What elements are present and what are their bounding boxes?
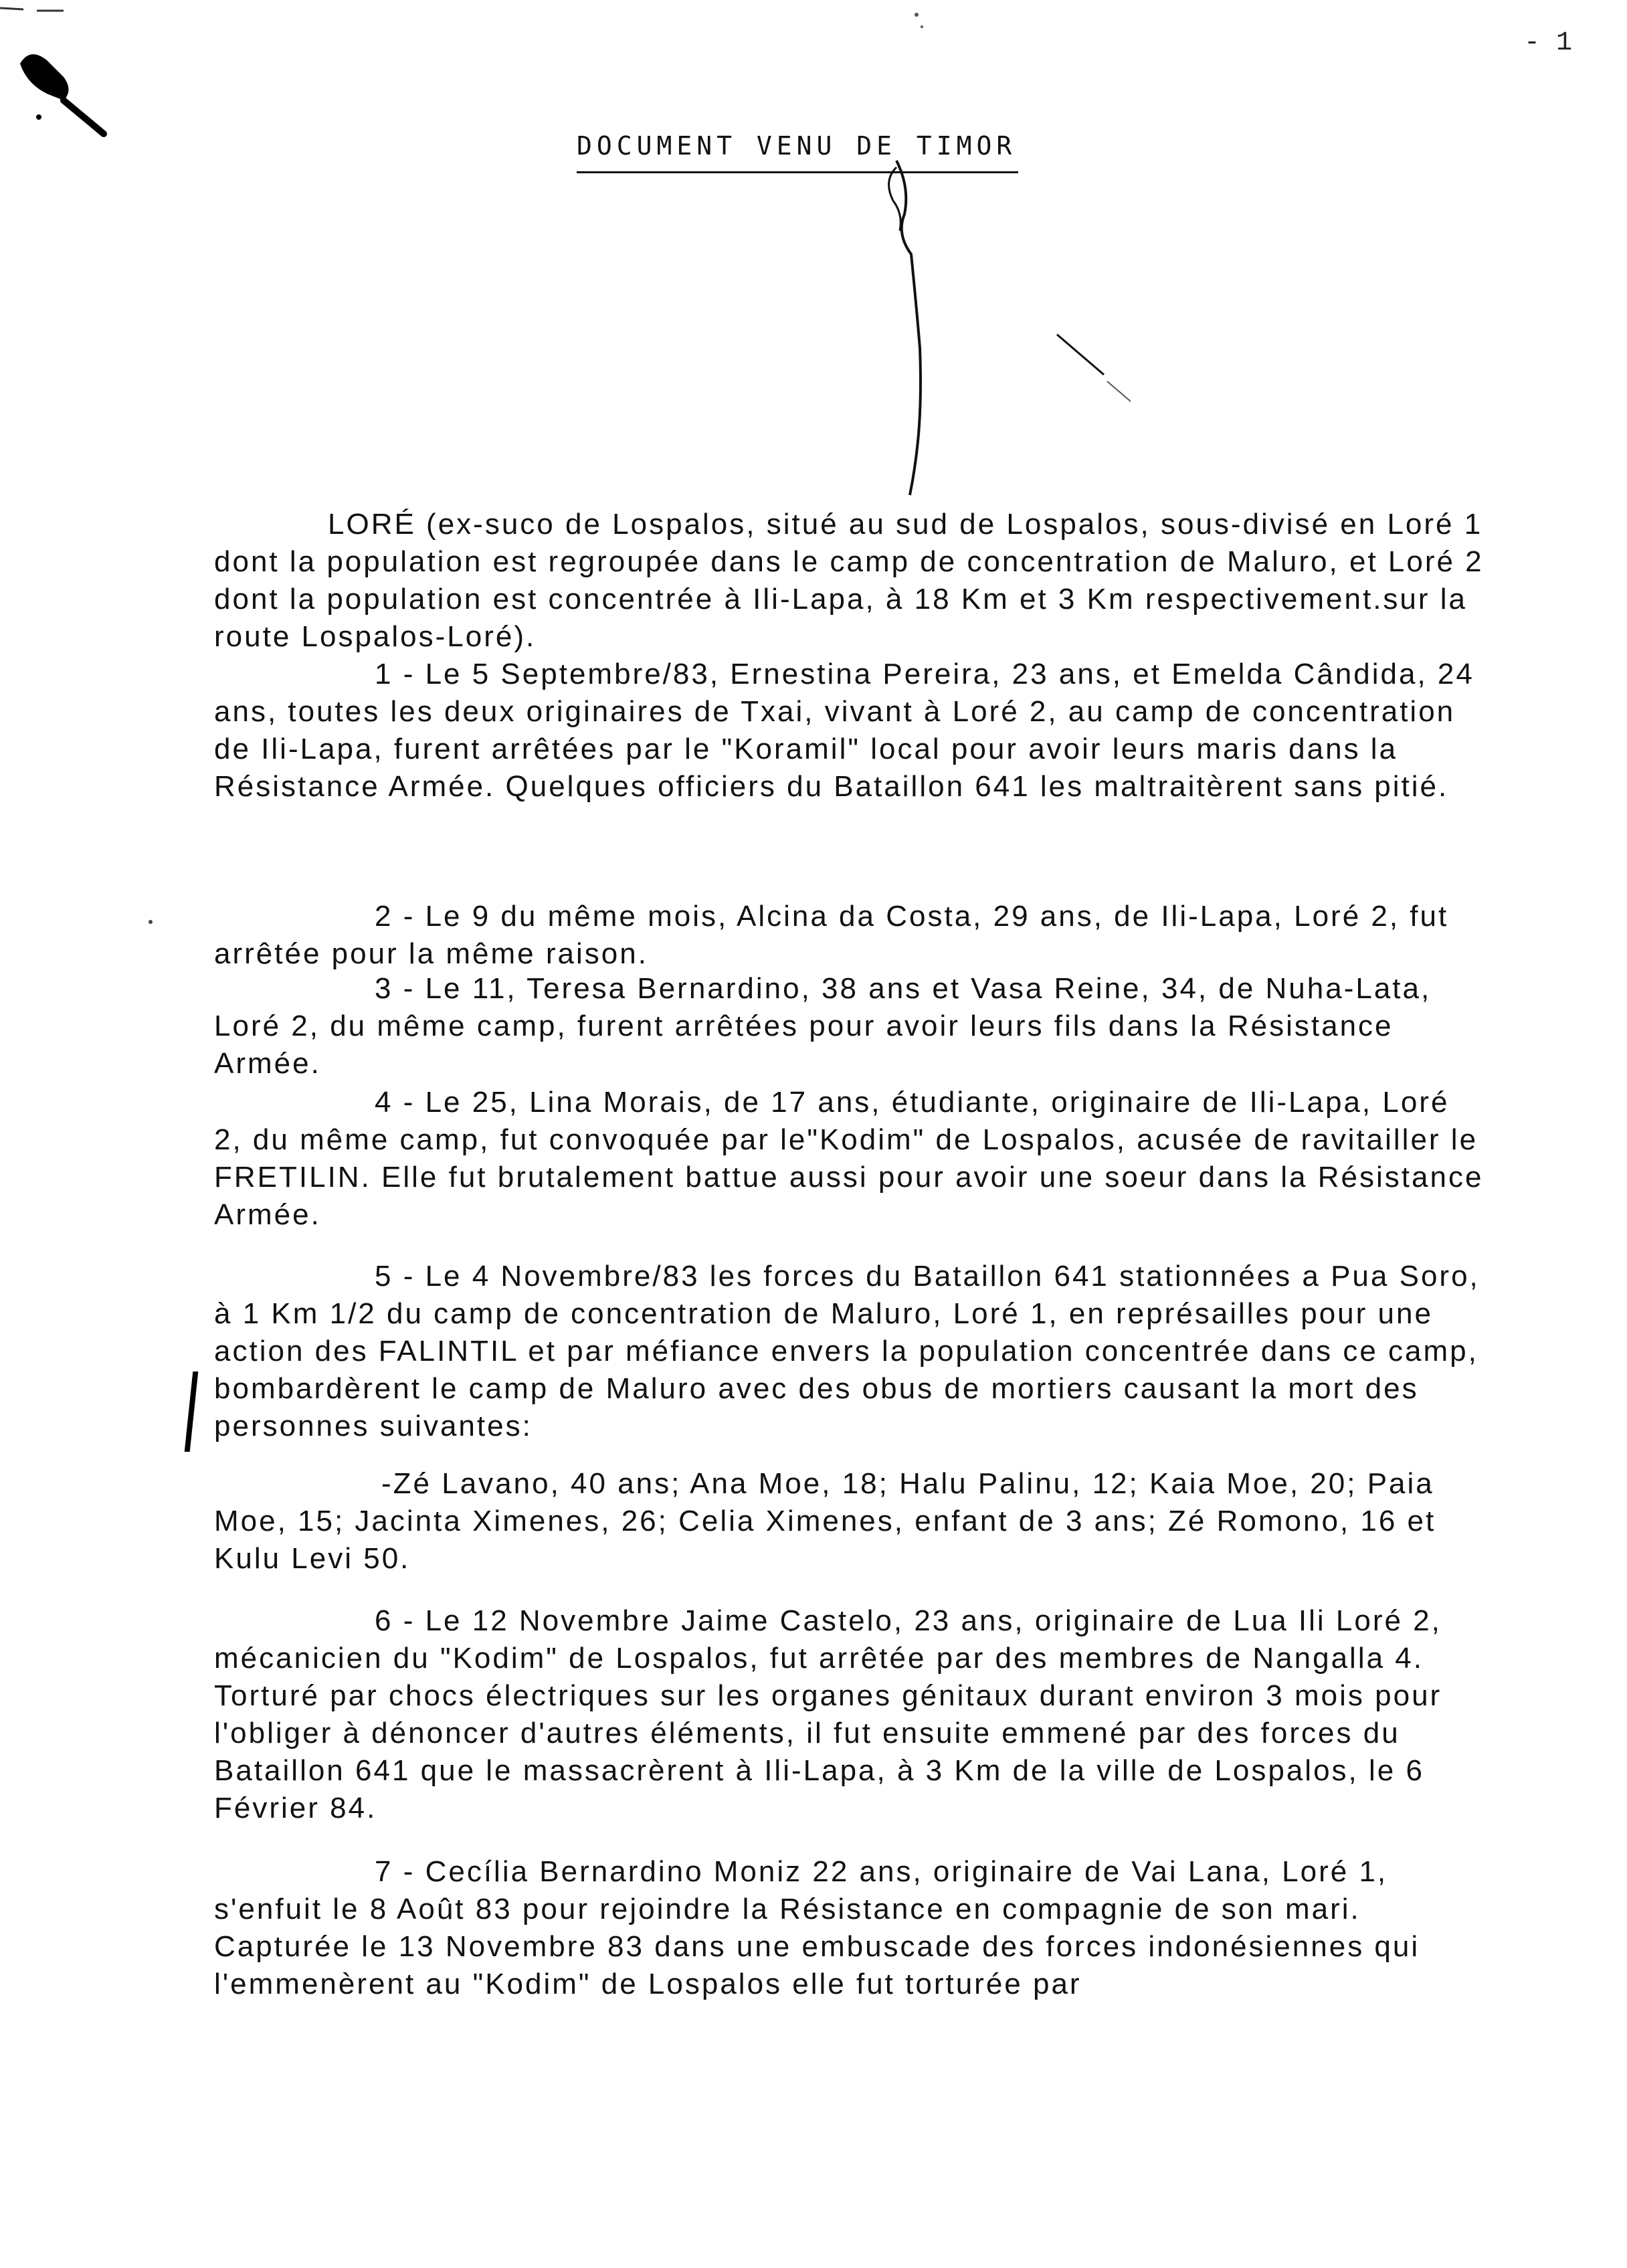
paragraph-5: 5 - Le 4 Novembre/83 les forces du Bataillon 641 stationnées a Pua Soro, à 1 Km 1/2 du camp de concentration de Maluro, Loré 1, en représailles pour une action des FALINTIL et par méfiance envers la population concentrée dans ce camp, bombardèrent le camp de Maluro avec des obus de mortiers causant la mort des personnes suivantes: xyxy=(214,1260,1480,1442)
intro-paragraph: LORÉ (ex-suco de Lospalos, situé au sud de Lospalos, sous-divisé en Loré 1 dont la population est regroupée dans le camp de concentration de Maluro, et Loré 2 dont la population est concentrée à Ili-Lapa, à 18 Km et 3 Km respectivement.sur la route Lospalos-Loré). xyxy=(214,508,1484,653)
title-underline xyxy=(577,171,1018,173)
paragraph-7: 7 - Cecília Bernardino Moniz 22 ans, originaire de Vai Lana, Loré 1, s'enfuit le 8 Août 83 pour rejoindre la Résistance en compagnie de son mari. Capturée le 13 Novembre 83 dans une embuscade des forces indonésiennes qui l'emmenèrent au "Kodim" de Lospalos elle fut torturée par xyxy=(214,1855,1420,2000)
victims-list: -Zé Lavano, 40 ans; Ana Moe, 18; Halu Palinu, 12; Kaia Moe, 20; Paia Moe, 15; Jacinta Ximenes, 26; Celia Ximenes, enfant de 3 ans; Zé Romono, 16 et Kulu Levi 50. xyxy=(214,1467,1436,1575)
paragraph-6: 6 - Le 12 Novembre Jaime Castelo, 23 ans, originaire de Lua Ili Loré 2, mécanicien du "Kodim" de Lospalos, fut arrêtée par des membres de Nangalla 4. Torturé par chocs électriques sur les organes génitaux durant environ 3 mois pour l'obliger à dénoncer d'autres éléments, il fut ensuite emmené par des forces du Bataillon 641 que le massacrèrent à Ili-Lapa, à 3 Km de la ville de Lospalos, le 6 Février 84. xyxy=(214,1604,1442,1824)
ink-blot-icon xyxy=(20,54,104,134)
page-number: - 1 xyxy=(1524,28,1573,58)
paragraph-2: 2 - Le 9 du même mois, Alcina da Costa, 29 ans, de Ili-Lapa, Loré 2, fut arrêtée pour la même raison. xyxy=(214,900,1449,970)
paragraph-1: 1 - Le 5 Septembre/83, Ernestina Pereira, 23 ans, et Emelda Cândida, 24 ans, toutes les deux originaires de Txai, vivant à Loré 2, au camp de concentration de Ili-Lapa, furent arrêtées par le "Koramil" local pour avoir leurs maris dans la Résistance Armée. Quelques officiers du Bataillon 641 les maltraitèrent sans pitié. xyxy=(214,658,1474,803)
paragraph-3: 3 - Le 11, Teresa Bernardino, 38 ans et Vasa Reine, 34, de Nuha-Lata, Loré 2, du même camp, furent arrêtées pour avoir leurs fils dans la Résistance Armée. xyxy=(214,972,1432,1080)
document-title: DOCUMENT VENU DE TIMOR xyxy=(577,131,1017,161)
margin-mark xyxy=(185,1372,199,1452)
paragraph-4: 4 - Le 25, Lina Morais, de 17 ans, étudiante, originaire de Ili-Lapa, Loré 2, du même camp, fut convoquée par le"Kodim" de Lospalos, acusée de ravitailler le FRETILIN. Elle fut brutalement battue aussi pour avoir une soeur dans la Résistance Armée. xyxy=(214,1086,1484,1231)
